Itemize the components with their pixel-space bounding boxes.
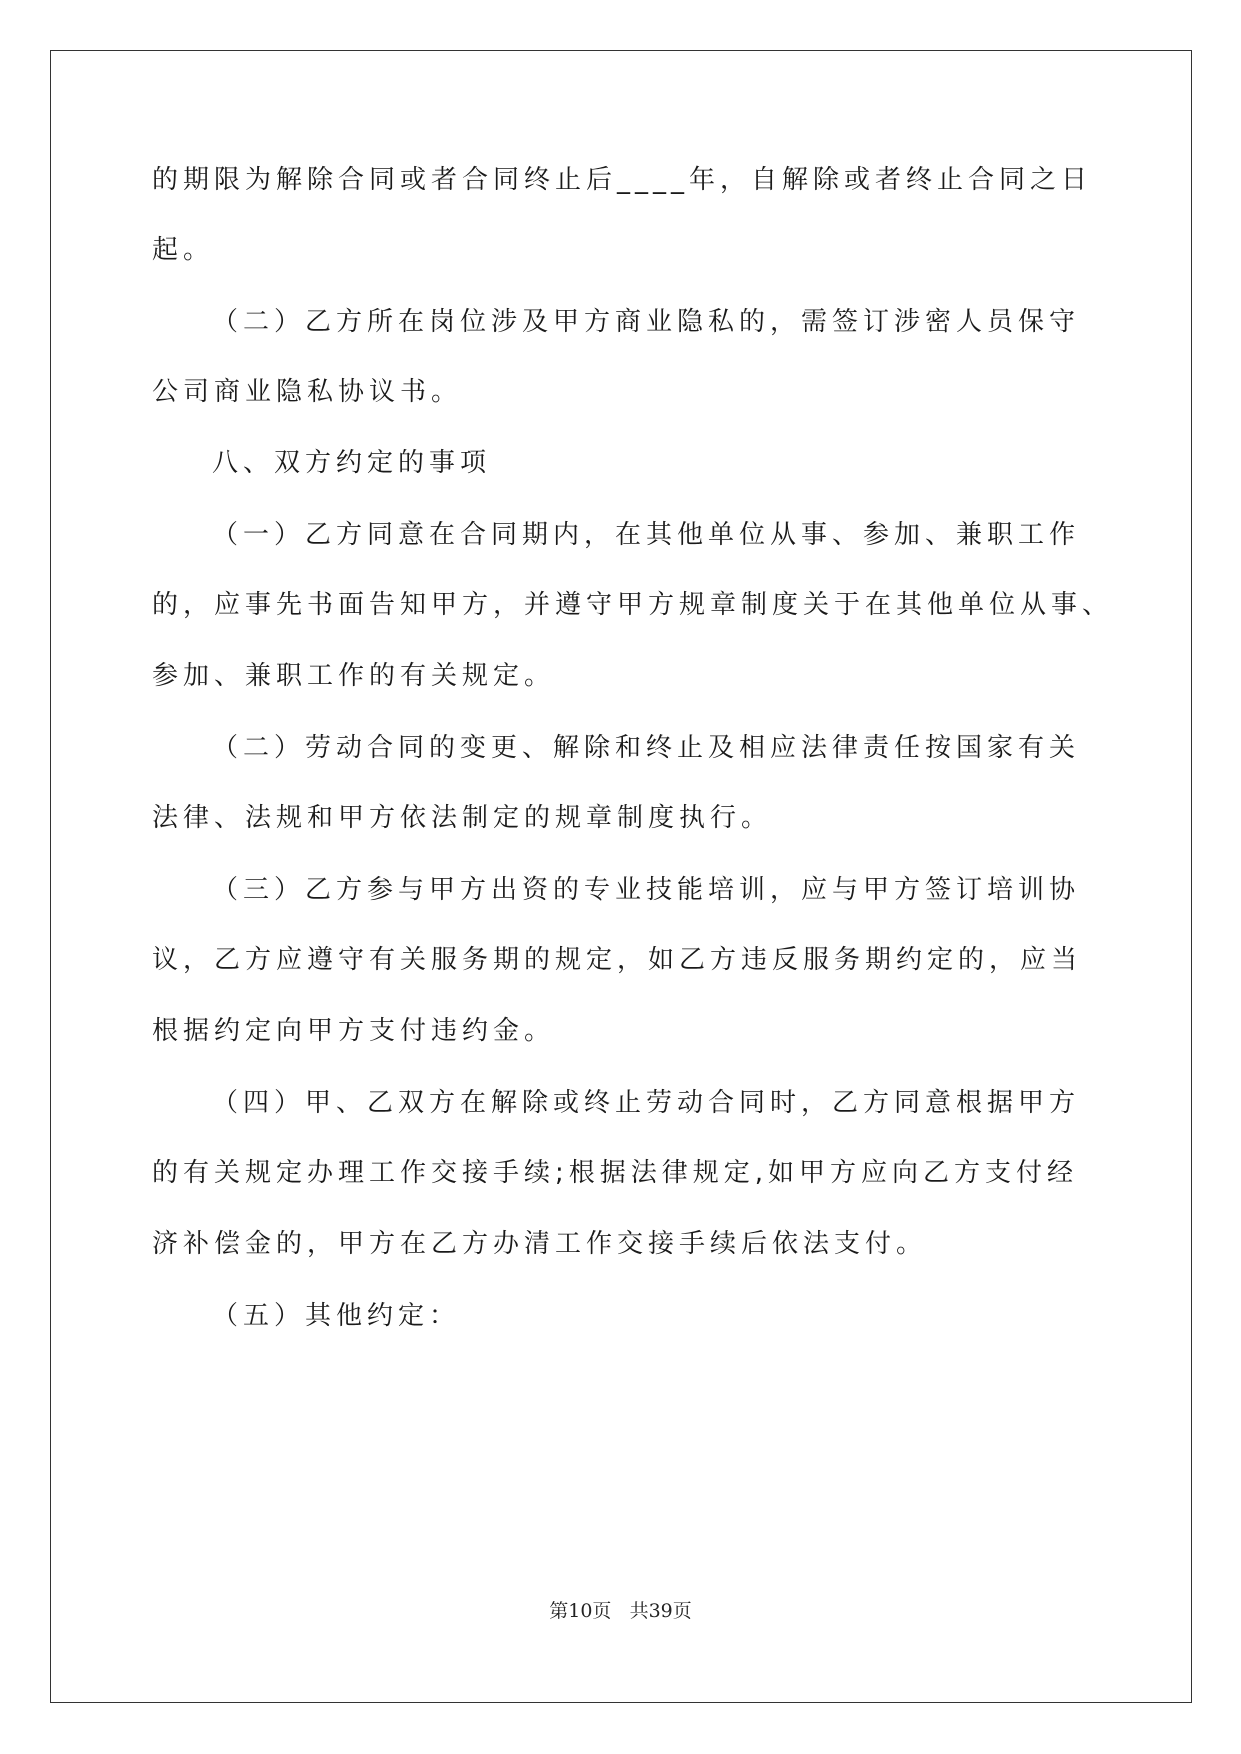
paragraph-start: （四）甲、乙双方在解除或终止劳动合同时，乙方同意根据甲方 [212, 1088, 1081, 1118]
paragraph-start: （二）乙方所在岗位涉及甲方商业隐私的，需签订涉密人员保守 [212, 307, 1081, 337]
text-line: 参加、兼职工作的有关规定。 [152, 661, 556, 691]
paragraph-start: （五）其他约定： [212, 1301, 461, 1331]
text-line: 起。 [152, 235, 215, 265]
section-heading: 八、双方约定的事项 [212, 448, 492, 478]
paragraph-start: （二）劳动合同的变更、解除和终止及相应法律责任按国家有关 [212, 733, 1081, 763]
page-number: 第10页 [549, 1600, 612, 1622]
text-line: 的有关规定办理工作交接手续;根据法律规定,如甲方应向乙方支付经 [152, 1158, 1079, 1188]
page-total: 共39页 [629, 1600, 692, 1622]
text-line: 根据约定向甲方支付违约金。 [152, 1016, 556, 1046]
text-line: 的，应事先书面告知甲方，并遵守甲方规章制度关于在其他单位从事、 [152, 590, 1114, 620]
paragraph-start: （三）乙方参与甲方出资的专业技能培训，应与甲方签订培训协 [212, 875, 1081, 905]
text-line: 济补偿金的，甲方在乙方办清工作交接手续后依法支付。 [152, 1229, 928, 1259]
paragraph-start: （一）乙方同意在合同期内，在其他单位从事、参加、兼职工作 [212, 520, 1081, 550]
text-line: 议，乙方应遵守有关服务期的规定，如乙方违反服务期约定的，应当 [152, 945, 1083, 975]
page-footer [0, 1596, 1241, 1623]
text-line: 法律、法规和甲方依法制定的规章制度执行。 [152, 803, 773, 833]
text-line: 公司商业隐私协议书。 [152, 377, 463, 407]
text-line: 的期限为解除合同或者合同终止后____年，自解除或者终止合同之日 [152, 165, 1093, 195]
